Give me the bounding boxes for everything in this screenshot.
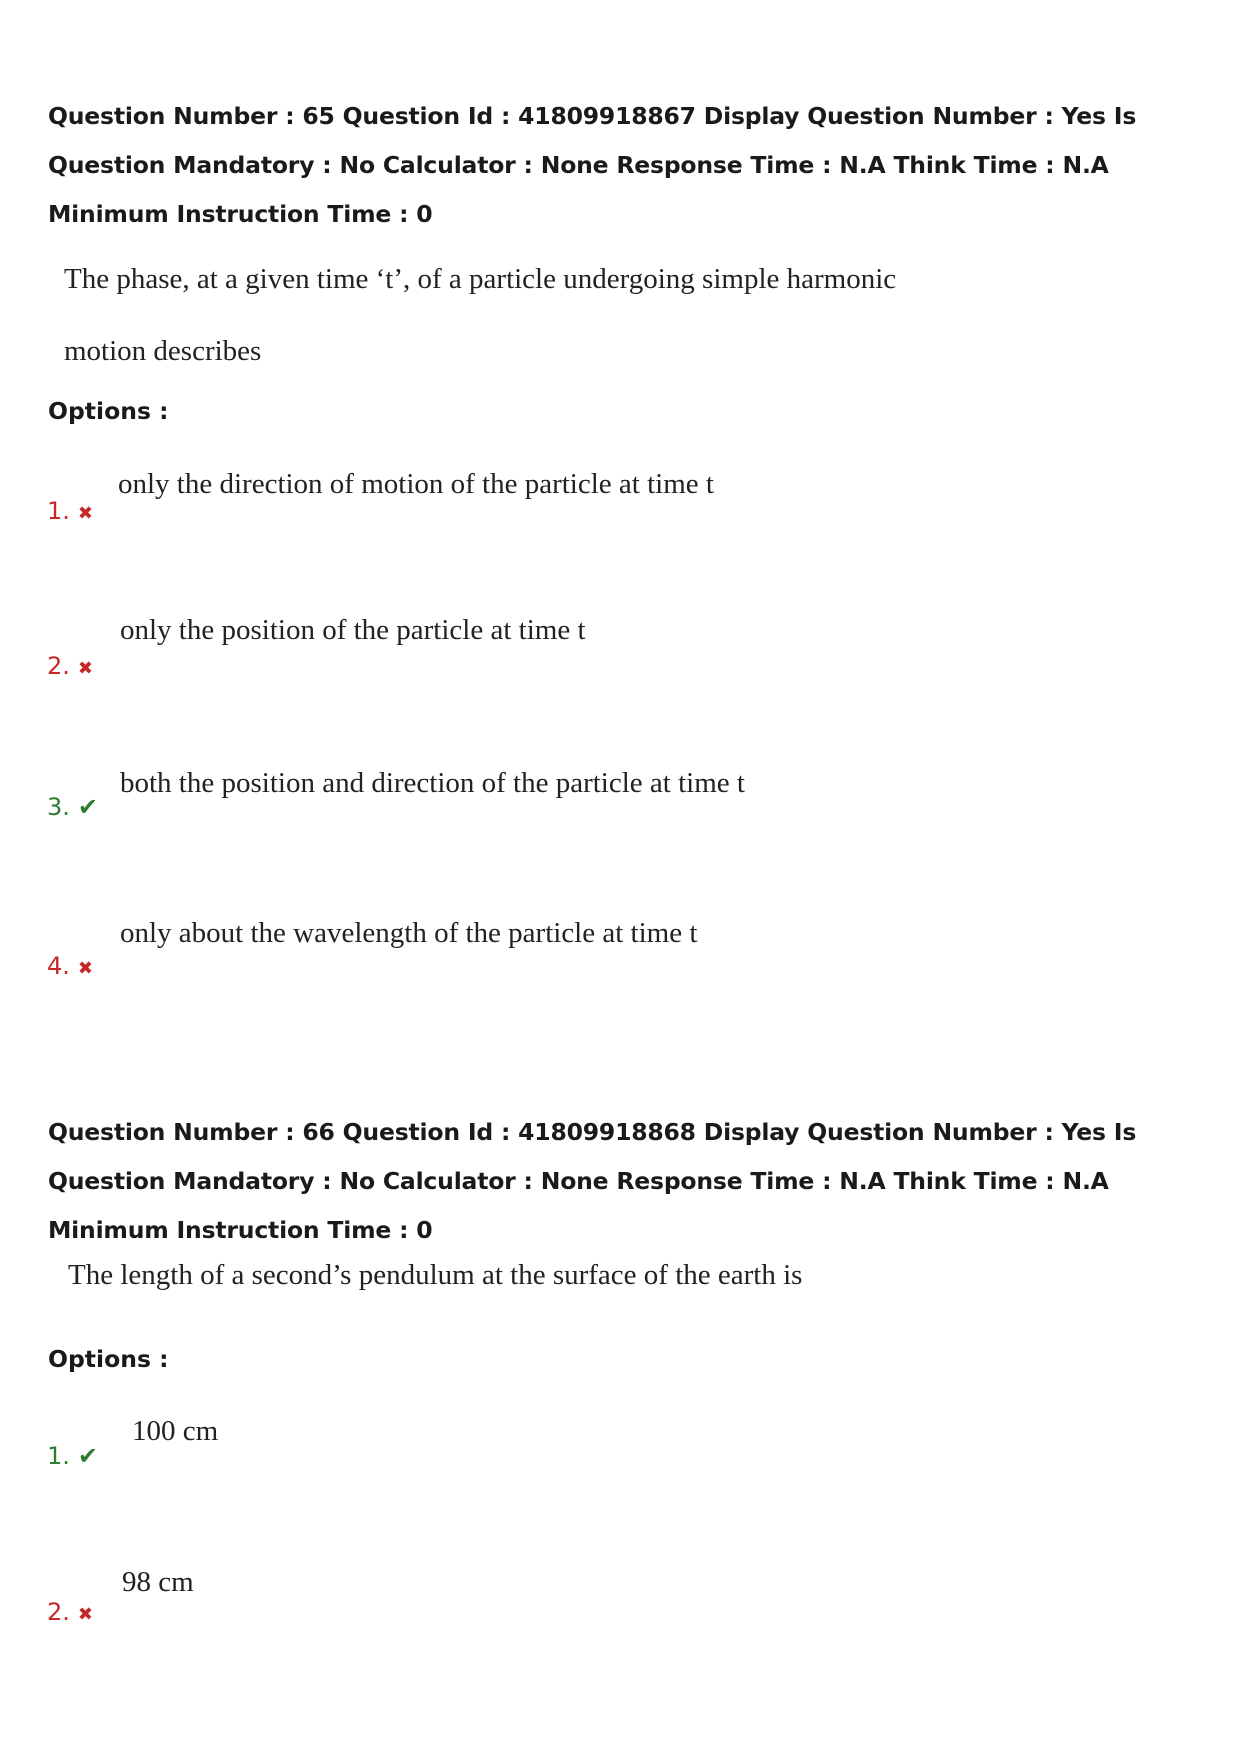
option-text: only the direction of motion of the particle at time t — [118, 468, 714, 500]
cross-icon: ✖ — [77, 658, 93, 679]
option-number: 1. ✖ — [47, 497, 93, 525]
options-label: Options : — [48, 1345, 169, 1373]
option-number: 2. ✖ — [47, 1598, 93, 1626]
cross-icon: ✖ — [77, 503, 93, 524]
option-number: 1. ✔ — [47, 1442, 99, 1470]
option-number: 2. ✖ — [47, 652, 93, 680]
check-icon: ✔ — [77, 793, 99, 821]
option-text: both the position and direction of the particle at time t — [120, 767, 745, 799]
question-header: Question Number : 65 Question Id : 41809918867 Display Question Number : Yes Is Question Mandatory : No Calculator : None Response Time : N.A Think Time : N.A Minimum Instruction Time : 0 — [48, 102, 1137, 228]
option-text: only about the wavelength of the particle at time t — [120, 917, 698, 949]
cross-icon: ✖ — [77, 1604, 93, 1625]
question-text: The phase, at a given time ‘t’, of a particle undergoing simple harmonic motion describes — [64, 263, 897, 367]
check-icon: ✔ — [77, 1442, 99, 1470]
options-label: Options : — [48, 397, 169, 425]
cross-icon: ✖ — [77, 958, 93, 979]
question-text: The length of a second’s pendulum at the surface of the earth is — [68, 1259, 803, 1291]
option-text: 100 cm — [132, 1415, 219, 1447]
option-text: only the position of the particle at time t — [120, 614, 586, 646]
option-number: 4. ✖ — [47, 952, 93, 980]
question-header: Question Number : 66 Question Id : 41809918868 Display Question Number : Yes Is Question Mandatory : No Calculator : None Response Time : N.A Think Time : N.A Minimum Instruction Time : 0 — [48, 1118, 1137, 1244]
option-text: 98 cm — [122, 1566, 194, 1598]
option-number: 3. ✔ — [47, 793, 99, 821]
